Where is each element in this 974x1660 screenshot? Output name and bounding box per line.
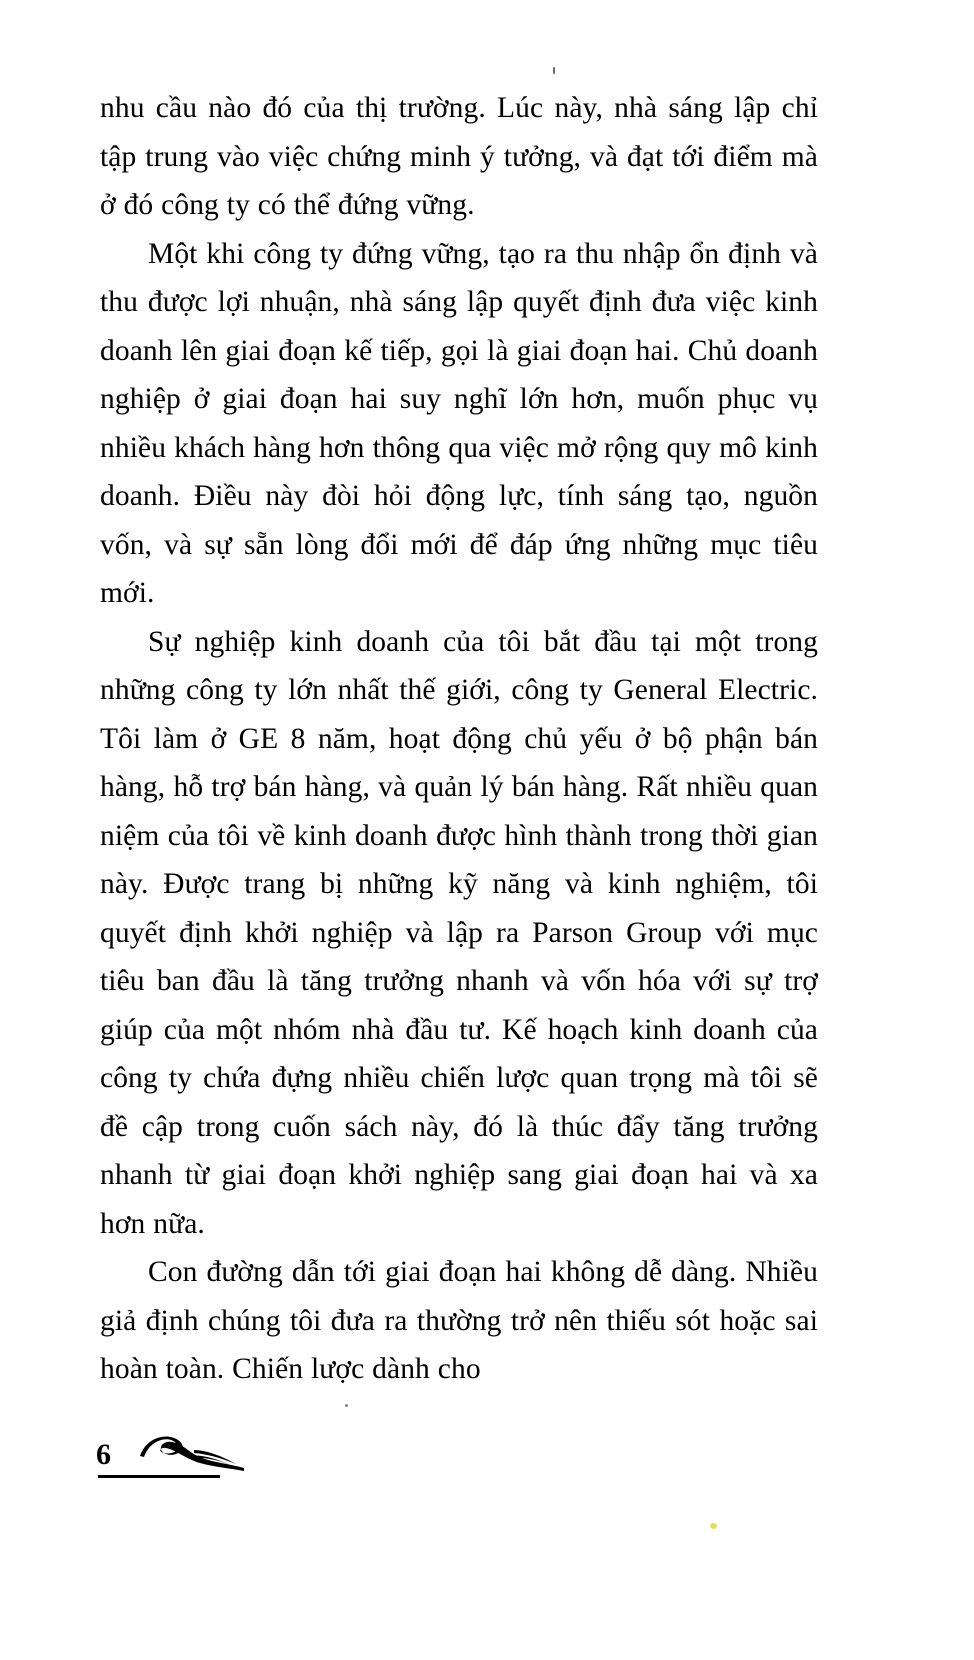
page-speck-top — [553, 67, 555, 74]
page-speck-yellow — [710, 1523, 717, 1529]
page-number: 6 — [96, 1438, 111, 1471]
paragraph-3: Sự nghiệp kinh doanh của tôi bắt đầu tại một trong những công ty lớn nhất thế giới, công ty General Electric. Tôi làm ở GE 8 năm, hoạt động chủ yếu ở bộ phận bán hàng, hỗ trợ bán hàng, và quản lý bán hàng. Rất nhiều quan niệm của tôi về kinh doanh được hình thành trong thời gian này. Được trang bị những kỹ năng và kinh nghiệm, tôi quyết định khởi nghiệp và lập ra Parson Group với mục tiêu ban đầu là tăng trưởng nhanh và vốn hóa với sự trợ giúp của một nhóm nhà đầu tư. Kế hoạch kinh doanh của công ty chứa đựng nhiều chiến lược quan trọng mà tôi sẽ đề cập trong cuốn sách này, đó là thúc đẩy tăng trưởng nhanh từ giai đoạn khởi nghiệp sang giai đoạn hai và xa hơn nữa. — [100, 625, 818, 1240]
paragraph-4: Con đường dẫn tới giai đoạn hai không dễ dàng. Nhiều giả định chúng tôi đưa ra thường trở nên thiếu sót hoặc sai hoàn toàn. Chiến lược dành cho — [100, 1256, 818, 1385]
paragraph-1: nhu cầu nào đó của thị trường. Lúc này, nhà sáng lập chỉ tập trung vào việc chứng minh ý tưởng, và đạt tới điểm mà ở đó công ty có thể đứng vững. — [100, 92, 818, 221]
flourish-swash-ornament — [132, 1426, 252, 1478]
body-text-column — [100, 84, 818, 1394]
page-speck-middle — [345, 1404, 348, 1407]
paragraph-2: Một khi công ty đứng vững, tạo ra thu nhập ổn định và thu được lợi nhuận, nhà sáng lập quyết định đưa việc kinh doanh lên giai đoạn kế tiếp, gọi là giai đoạn hai. Chủ doanh nghiệp ở giai đoạn hai suy nghĩ lớn hơn, muốn phục vụ nhiều khách hàng hơn thông qua việc mở rộng quy mô kinh doanh. Điều này đòi hỏi động lực, tính sáng tạo, nguồn vốn, và sự sẵn lòng đổi mới để đáp ứng những mục tiêu mới. — [100, 237, 818, 609]
page-footer — [96, 1420, 356, 1490]
